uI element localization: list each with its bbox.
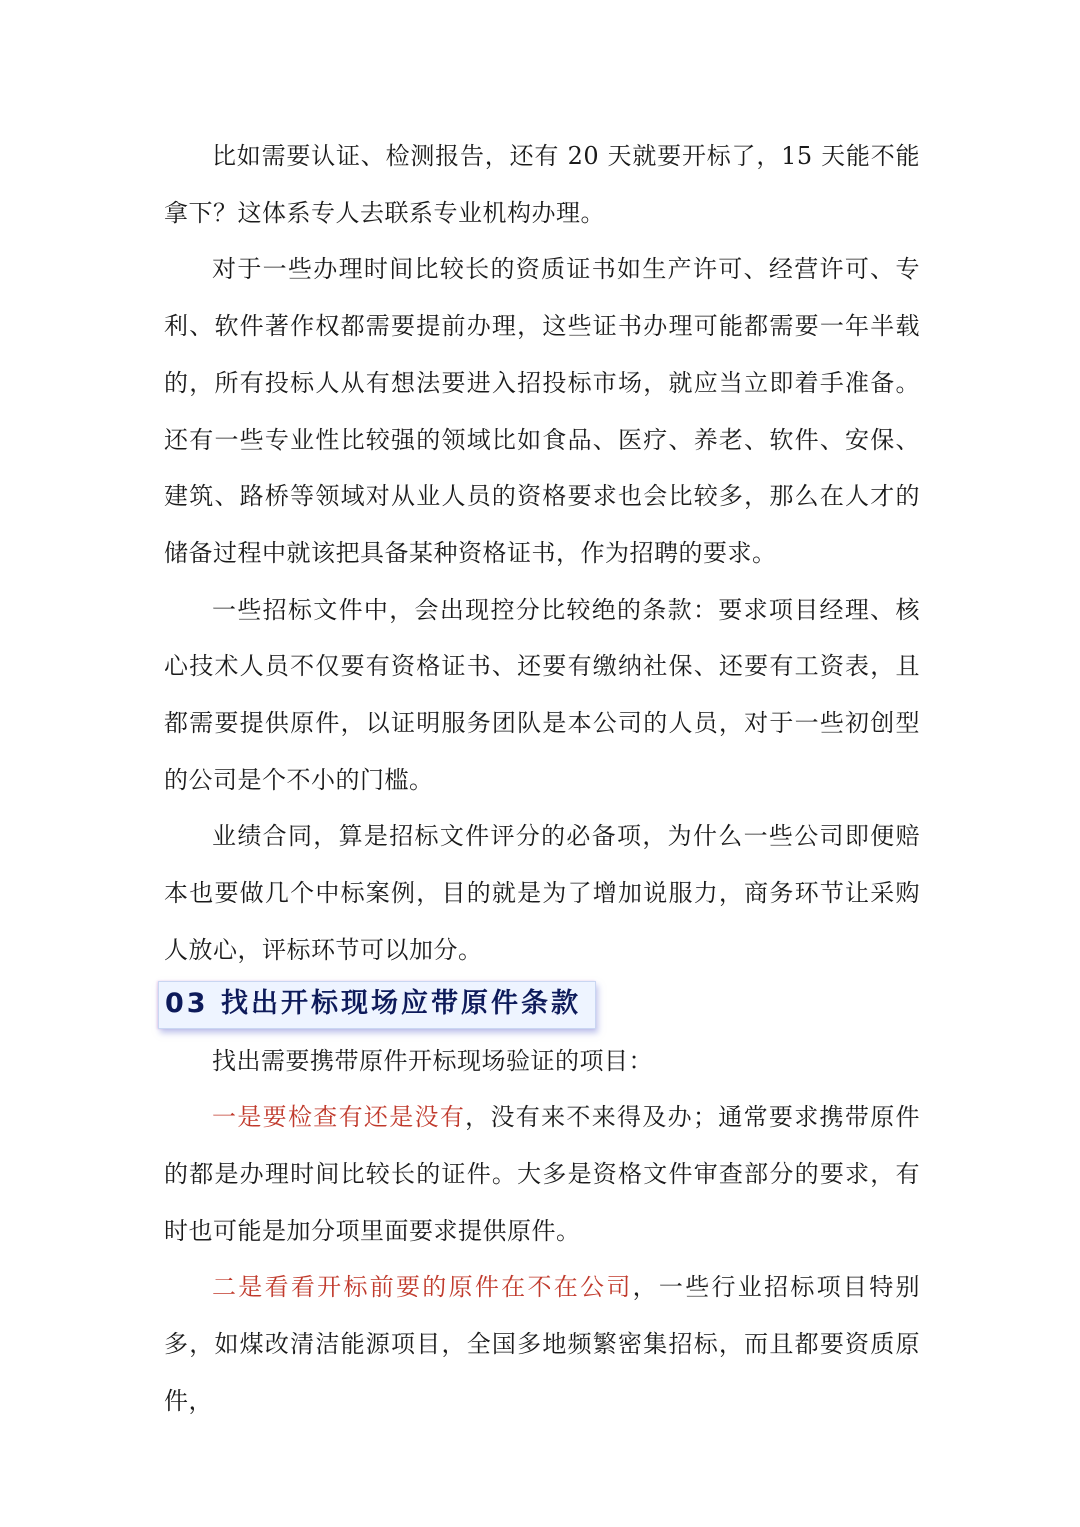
paragraph-scoring-clauses: 一些招标文件中，会出现控分比较绝的条款：要求项目经理、核心技术人员不仅要有资格证书、还要有缴纳社保、还要有工资表，且都需要提供原件，以证明服务团队是本公司的人员，对于一些初创型的公司是个不小的门槛。 (164, 595, 920, 794)
paragraph-point-two (164, 1259, 920, 1429)
point-one-highlight: 一是要检查有还是没有 (212, 1103, 466, 1132)
point-two-text: ，一些行业招标项目特别多，如煤改清洁能源项目，全国多地频繁密集招标，而且都要资质原件， (164, 1273, 921, 1415)
point-one-text: ，没有来不来得及办；通常要求携带原件的都是办理时间比较长的证件。大多是资格文件审查部分的要求，有时也可能是加分项里面要求提供原件。 (164, 1103, 921, 1245)
paragraph-qualification: 对于一些办理时间比较长的资质证书如生产许可、经营许可、专利、软件著作权都需要提前办理，这些证书办理可能都需要一年半载的，所有投标人从有想法要进入招投标市场，就应当立即着手准备。还有一些专业性比较强的领域比如食品、医疗、养老、软件、安保、建筑、路桥等领域对从业人员的资格要求也会比较多，那么在人才的储备过程中就该把具备某种资格证书，作为招聘的要求。 (164, 255, 920, 567)
point-two-highlight: 二是看看开标前要的原件在不在公司 (212, 1273, 633, 1302)
paragraph-performance-contracts: 业绩合同，算是招标文件评分的必备项，为什么一些公司即便赔本也要做几个中标案例，目的就是为了增加说服力，商务环节让采购人放心，评标环节可以加分。 (164, 822, 920, 964)
paragraph-certification: 比如需要认证、检测报告，还有 20 天就要开标了，15 天能不能拿下？这体系专人去联系专业机构办理。 (164, 142, 920, 227)
section-heading-box (158, 981, 596, 1029)
paragraph-point-one (164, 1089, 920, 1259)
document-page (164, 128, 920, 1429)
paragraph-intro: 找出需要携带原件开标现场验证的项目： (212, 1046, 653, 1075)
section-heading: 03 找出开标现场应带原件条款 (165, 987, 581, 1019)
